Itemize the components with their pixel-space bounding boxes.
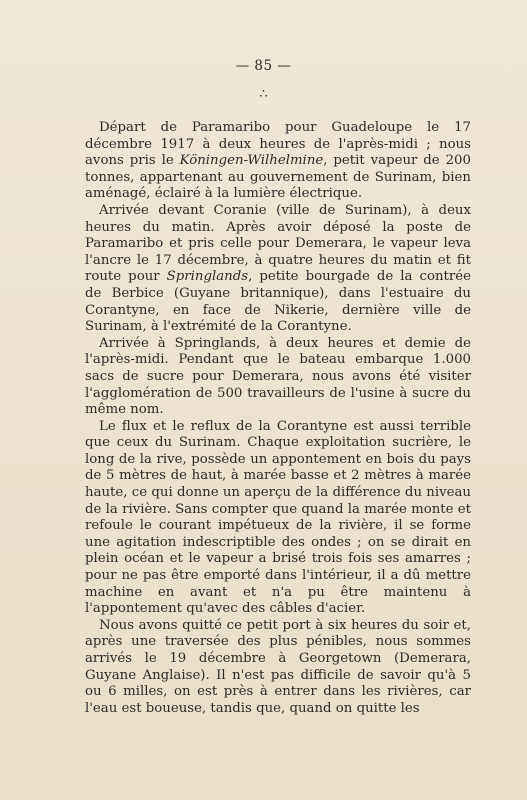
paragraph [85, 419, 471, 618]
paragraph [85, 203, 471, 336]
text-run: Nous avons quitté ce petit port à six heures du soir et, après une traversée des plus pénibles, nous sommes arrivés le 19 décembre à Georgetown (Demerara, Guyane Anglaise). Il n'est pas difficile de savoir qu'à 5 ou 6 milles, on est près à entrer dans les rivières, car l'eau est boueuse, tandis que, quand on quitte les [85, 617, 471, 716]
paragraph [85, 336, 471, 419]
text-run: , petit vapeur de 200 tonnes, appartenant au gouvernement de Surinam, bien aménagé, éclairé à la lumière électrique. [85, 153, 471, 202]
text-run: Arrivée devant Coranie (ville de Surinam), à deux heures du matin. Après avoir déposé la poste de Paramaribo et pris celle pour Demerara, le vapeur leva l'ancre le 17 décembre, à quatre heures du matin et fit route pour [85, 202, 471, 285]
page-number: — 85 — [235, 58, 292, 74]
text-run: Arrivée à Springlands, à deux heures et demie de l'après-midi. Pendant que le bateau embarque 1.000 sacs de sucre pour Demerara, nous avons été visiter l'agglomération de 500 travailleurs de l'usine à sucre du même nom. [85, 335, 471, 418]
text-run: , petite bourgade de la contrée de Berbice (Guyane britannique), dans l'estuaire du Corantyne, en face de Nikerie, dernière ville de Surinam, à l'extrémité de la Corantyne. [85, 269, 471, 335]
text-run: Le flux et le reflux de la Corantyne est aussi terrible que ceux du Surinam. Chaque exploitation sucrière, le long de la rive, possède un appontement en bois du pays de 5 mètres de haut, à marée basse et 2 mètres à marée haute, ce qui donne un aperçu de la différence du niveau de la rivière. Sans compter que quand la marée monte et refoule le courant impétueux de la rivière, il se forme une agitation indescriptible des ondes ; on se dirait en plein océan et le vapeur a brisé trois fois ses amarres ; pour ne pas être emporté dans l'intérieur, il a dû mettre machine en avant et n'a pu être maintenu à l'appontement qu'avec des câbles d'acier. [85, 418, 471, 617]
body-text [85, 120, 471, 717]
italic-run: Köningen-Wilhelmine [179, 153, 324, 169]
italic-run: Springlands [166, 269, 249, 285]
paragraph [85, 618, 471, 718]
paragraph [85, 120, 471, 203]
text-run: Départ de Paramaribo pour Guadeloupe le 17 décembre 1917 à deux heures de l'après-midi ; nous avons pris le [85, 120, 471, 169]
ornament-dots: ∴ [259, 87, 268, 102]
